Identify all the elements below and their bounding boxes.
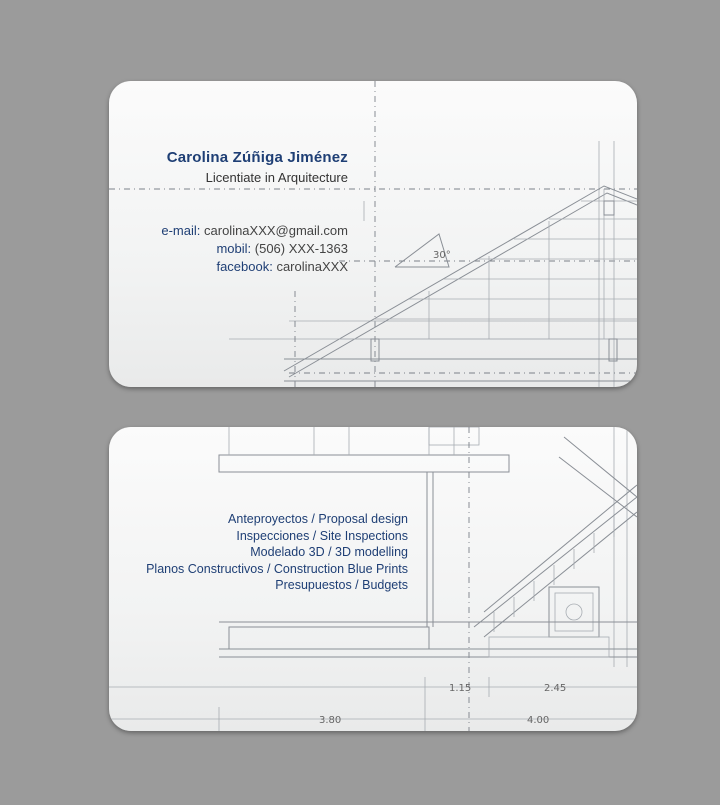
- email-label: e-mail:: [161, 223, 201, 238]
- service-item: Anteproyectos / Proposal design: [228, 512, 408, 526]
- dimension-1-15: 1.15: [449, 683, 472, 694]
- dimension-3-80: 3.80: [319, 715, 342, 726]
- angle-label: 30°: [433, 250, 451, 261]
- mobil-line: [161, 240, 348, 258]
- facebook-value: carolinaXXX: [276, 259, 348, 274]
- business-card-back: [109, 427, 637, 731]
- services-list: [146, 511, 408, 594]
- email-value: carolinaXXX@gmail.com: [204, 223, 348, 238]
- facebook-label: facebook:: [216, 259, 273, 274]
- mobil-label: mobil:: [216, 241, 252, 256]
- person-name: Carolina Zúñiga Jiménez: [166, 149, 348, 166]
- service-item: Inspecciones / Site Inspections: [236, 528, 408, 543]
- service-item: Planos Constructivos / Construction Blue Prints: [146, 561, 408, 576]
- dimension-2-45: 2.45: [544, 683, 567, 694]
- email-line: [161, 222, 348, 240]
- contact-info: [161, 222, 348, 276]
- dimension-4-00: 4.00: [527, 715, 550, 726]
- mobil-value: (506) XXX-1363: [254, 241, 348, 256]
- business-card-front: [109, 81, 637, 387]
- job-title: Licentiate in Arquitecture: [205, 170, 348, 185]
- service-item: Modelado 3D / 3D modelling: [250, 545, 408, 559]
- facebook-line: [161, 258, 348, 276]
- service-item: Presupuestos / Budgets: [275, 578, 408, 592]
